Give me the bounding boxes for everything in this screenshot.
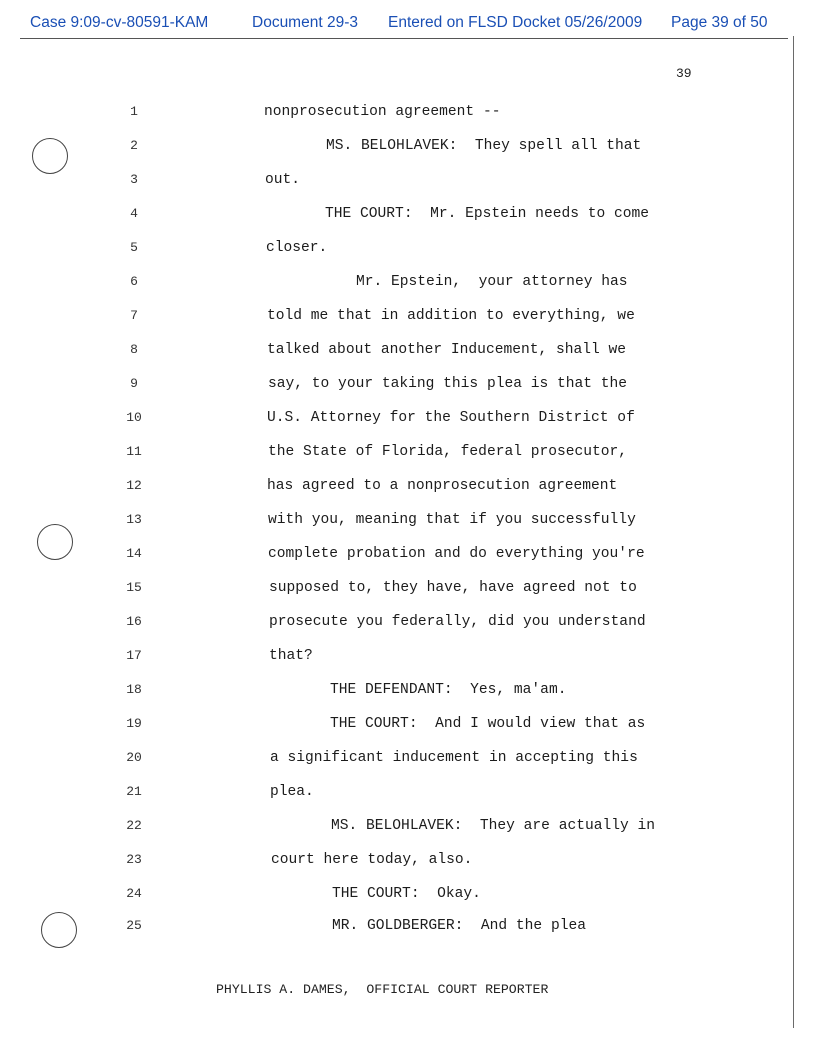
- transcript-line: [0, 308, 816, 328]
- line-text: THE DEFENDANT: Yes, ma'am.: [330, 682, 567, 698]
- line-text: with you, meaning that if you successfully: [268, 512, 636, 528]
- transcript-line: [0, 512, 816, 532]
- line-number: 13: [126, 512, 142, 527]
- transcript-line: [0, 716, 816, 736]
- transcript-line: [0, 410, 816, 430]
- transcript-line: [0, 918, 816, 938]
- transcript-line: [0, 478, 816, 498]
- line-text: supposed to, they have, have agreed not to: [269, 580, 637, 596]
- transcript-line: [0, 546, 816, 566]
- line-number: 17: [126, 648, 142, 663]
- line-number: 4: [130, 206, 138, 221]
- transcript-line: [0, 852, 816, 872]
- transcript-line: [0, 376, 816, 396]
- line-text: court here today, also.: [271, 852, 473, 868]
- transcript-line: [0, 886, 816, 906]
- line-number: 6: [130, 274, 138, 289]
- line-number: 12: [126, 478, 142, 493]
- transcript-line: [0, 240, 816, 260]
- transcript-line: [0, 342, 816, 362]
- line-text: nonprosecution agreement --: [264, 104, 501, 120]
- line-number: 21: [126, 784, 142, 799]
- line-text: complete probation and do everything you're: [268, 546, 645, 562]
- transcript-line: [0, 206, 816, 226]
- line-number: 20: [126, 750, 142, 765]
- line-text: a significant inducement in accepting this: [270, 750, 638, 766]
- line-text: Mr. Epstein, your attorney has: [356, 274, 628, 290]
- transcript-line: [0, 614, 816, 634]
- case-number: Case 9:09-cv-80591-KAM: [30, 14, 209, 31]
- docket-entry: Entered on FLSD Docket 05/26/2009: [388, 14, 643, 31]
- line-text: told me that in addition to everything, we: [267, 308, 635, 324]
- line-number: 2: [130, 138, 138, 153]
- line-text: THE COURT: Mr. Epstein needs to come: [325, 206, 650, 222]
- line-text: THE COURT: Okay.: [332, 886, 481, 902]
- line-number: 11: [126, 444, 142, 459]
- line-text: MR. GOLDBERGER: And the plea: [332, 918, 586, 934]
- line-number: 8: [130, 342, 138, 357]
- line-number: 10: [126, 410, 142, 425]
- line-text: talked about another Inducement, shall we: [267, 342, 627, 358]
- line-text: the State of Florida, federal prosecutor,: [268, 444, 628, 460]
- line-number: 23: [126, 852, 142, 867]
- transcript-line: [0, 138, 816, 158]
- line-number: 25: [126, 918, 142, 933]
- transcript-line: [0, 580, 816, 600]
- line-text: that?: [269, 648, 313, 664]
- court-reporter-footer: PHYLLIS A. DAMES, OFFICIAL COURT REPORTER: [216, 982, 549, 997]
- line-number: 5: [130, 240, 138, 255]
- line-number: 18: [126, 682, 142, 697]
- line-number: 16: [126, 614, 142, 629]
- document-number: Document 29-3: [252, 14, 358, 31]
- transcript-line: [0, 750, 816, 770]
- line-text: say, to your taking this plea is that the: [268, 376, 628, 392]
- line-text: closer.: [266, 240, 328, 256]
- transcript-line: [0, 784, 816, 804]
- line-number: 1: [130, 104, 138, 119]
- transcript-line: [0, 104, 816, 124]
- line-text: has agreed to a nonprosecution agreement: [267, 478, 618, 494]
- transcript-line: [0, 682, 816, 702]
- transcript-line: [0, 648, 816, 668]
- transcript-page-number: 39: [676, 66, 692, 81]
- line-number: 22: [126, 818, 142, 833]
- line-number: 24: [126, 886, 142, 901]
- line-number: 7: [130, 308, 138, 323]
- transcript-line: [0, 274, 816, 294]
- line-text: plea.: [270, 784, 314, 800]
- line-number: 14: [126, 546, 142, 561]
- line-text: prosecute you federally, did you understand: [269, 614, 646, 630]
- line-number: 3: [130, 172, 138, 187]
- line-number: 15: [126, 580, 142, 595]
- transcript-line: [0, 444, 816, 464]
- line-number: 19: [126, 716, 142, 731]
- line-text: out.: [265, 172, 301, 188]
- line-number: 9: [130, 376, 138, 391]
- line-text: MS. BELOHLAVEK: They are actually in: [331, 818, 656, 834]
- transcript-line: [0, 818, 816, 838]
- line-text: U.S. Attorney for the Southern District of: [267, 410, 635, 426]
- page-counter: Page 39 of 50: [671, 14, 768, 31]
- transcript-line: [0, 172, 816, 192]
- line-text: MS. BELOHLAVEK: They spell all that: [326, 138, 642, 154]
- line-text: THE COURT: And I would view that as: [330, 716, 646, 732]
